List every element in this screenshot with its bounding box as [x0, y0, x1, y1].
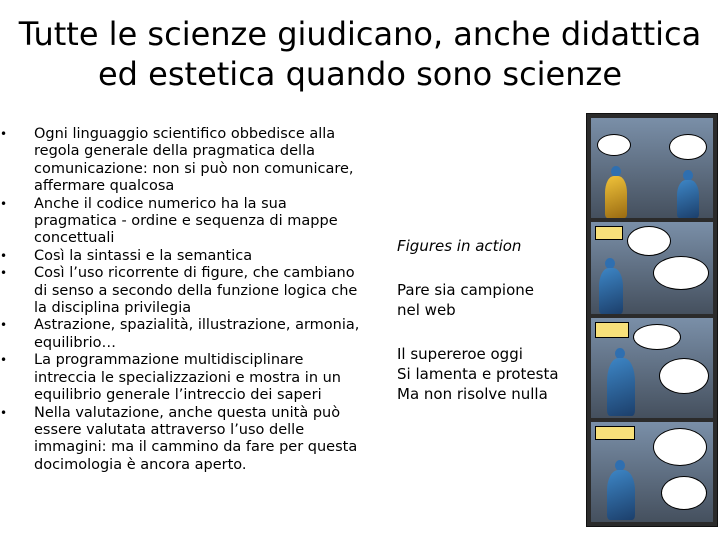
- bullet-item: • Astrazione, spazialità, illustrazione, armonia, equilibrio…: [28, 317, 370, 352]
- hero-figure: [677, 180, 699, 218]
- campione-line-1: Pare sia campione: [397, 281, 534, 299]
- supereroe-text: [397, 344, 559, 404]
- bullet-item: • Anche il codice numerico ha la sua pragmatica - ordine e sequenza di mappe concettuali: [28, 196, 370, 248]
- caption-box: [595, 322, 629, 338]
- supereroe-line-2: Si lamenta e protesta: [397, 365, 559, 383]
- campione-line-2: nel web: [397, 301, 456, 319]
- hero-figure: [599, 268, 623, 314]
- bullet-item: • Così l’uso ricorrente di figure, che cambiano di senso a secondo della funzione logica che la disciplina privilegia: [28, 265, 370, 317]
- supereroe-line-3: Ma non risolve nulla: [397, 385, 548, 403]
- bullet-item: • La programmazione multidisciplinare intreccia le specializzazioni e mostra in un equilibrio generale l’intreccio dei saperi: [28, 352, 370, 404]
- bullet-list: [28, 126, 370, 474]
- slide-title-line-1: Tutte le scienze giudicano, anche didattica: [18, 15, 702, 53]
- bullet-item: • Così la sintassi e la semantica: [28, 248, 370, 265]
- speech-bubble: [661, 476, 707, 510]
- comic-strip-image: [586, 113, 718, 527]
- bullet-item: • Ogni linguaggio scientifico obbedisce alla regola generale della pragmatica della comunicazione: non si può non comunicare, affermare qualcosa: [28, 126, 370, 196]
- comic-panel-2: [591, 222, 713, 314]
- slide-title-line-2: ed estetica quando sono scienze: [97, 55, 622, 93]
- comic-panel-1: [591, 118, 713, 218]
- supereroe-line-1: Il supereroe oggi: [397, 345, 523, 363]
- speech-bubble: [627, 226, 671, 256]
- comic-panel-3: [591, 318, 713, 418]
- speech-bubble: [659, 358, 709, 394]
- caption-box: [595, 226, 623, 240]
- hero-figure: [607, 470, 635, 520]
- hero-figure: [607, 358, 635, 416]
- figures-in-action-label: Figures in action: [397, 237, 522, 255]
- comic-panel-4: [591, 422, 713, 522]
- speech-bubble: [653, 256, 709, 290]
- speech-bubble: [669, 134, 707, 160]
- speech-bubble: [653, 428, 707, 466]
- speech-bubble: [633, 324, 681, 350]
- slide-title: [0, 14, 720, 94]
- hero-figure: [605, 176, 627, 218]
- bullet-item: • Nella valutazione, anche questa unità può essere valutata attraverso l’uso delle immagini: ma il cammino da fare per questa docimologia è ancora aperto.: [28, 405, 370, 475]
- speech-bubble: [597, 134, 631, 156]
- campione-text: [397, 280, 534, 320]
- caption-box: [595, 426, 635, 440]
